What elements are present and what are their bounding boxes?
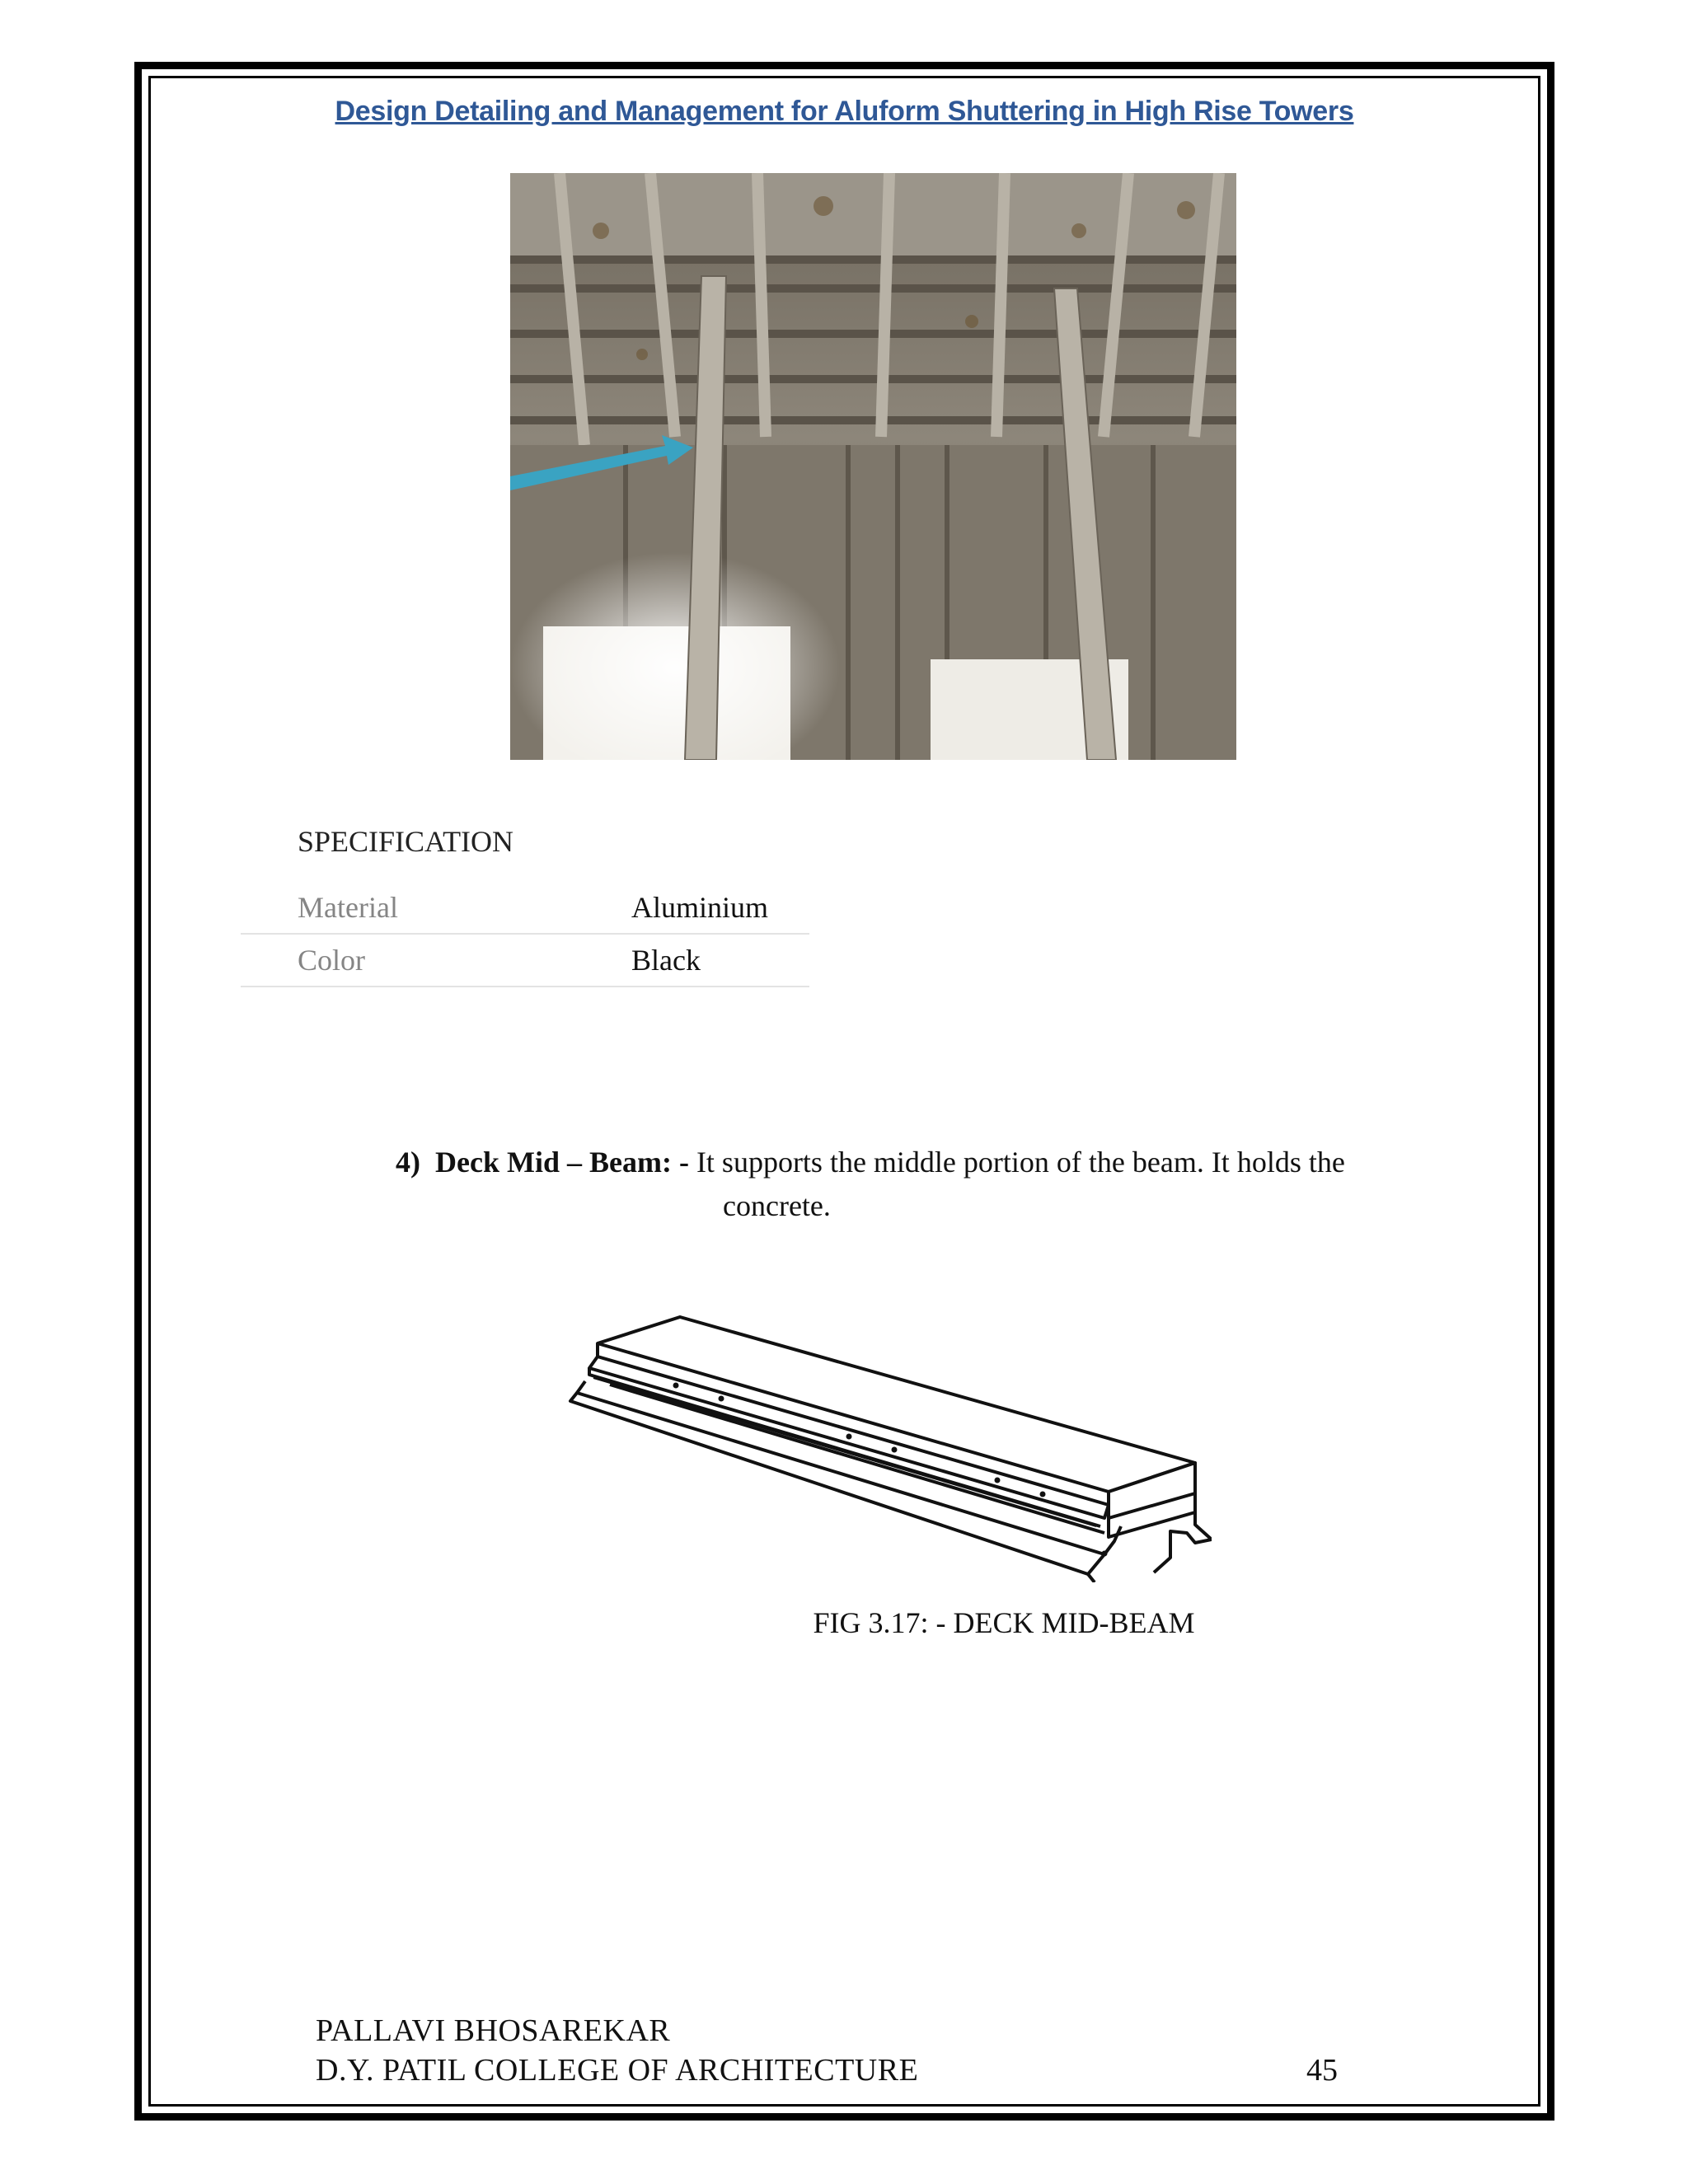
deck-mid-beam-drawing bbox=[560, 1310, 1212, 1582]
page-header: Design Detailing and Management for Aluform Shuttering in High Rise Towers bbox=[335, 96, 1354, 127]
formwork-photo bbox=[510, 173, 1236, 760]
specification-title: SPECIFICATION bbox=[298, 825, 514, 858]
spec-label: Material bbox=[241, 882, 631, 934]
table-row bbox=[241, 882, 809, 934]
item-term: Deck Mid – Beam: - bbox=[435, 1146, 689, 1179]
spec-value: Aluminium bbox=[631, 882, 809, 934]
page-number: 45 bbox=[1306, 2053, 1338, 2088]
specification-table bbox=[241, 882, 809, 987]
figure-caption: FIG 3.17: - DECK MID-BEAM bbox=[813, 1606, 1195, 1639]
item-description: It supports the middle portion of the beam. It holds the bbox=[696, 1146, 1345, 1179]
item-description-continued: concrete. bbox=[723, 1189, 831, 1222]
footer-college: D.Y. PATIL COLLEGE OF ARCHITECTURE bbox=[316, 2053, 919, 2088]
table-row bbox=[241, 934, 809, 987]
item-number: 4) bbox=[396, 1146, 420, 1179]
spec-label: Color bbox=[241, 934, 631, 987]
list-item-deck-mid-beam bbox=[396, 1136, 1467, 1188]
footer-author: PALLAVI BHOSAREKAR bbox=[316, 2013, 671, 2048]
spec-value: Black bbox=[631, 934, 809, 987]
formwork-photo-illustration bbox=[510, 173, 1236, 760]
